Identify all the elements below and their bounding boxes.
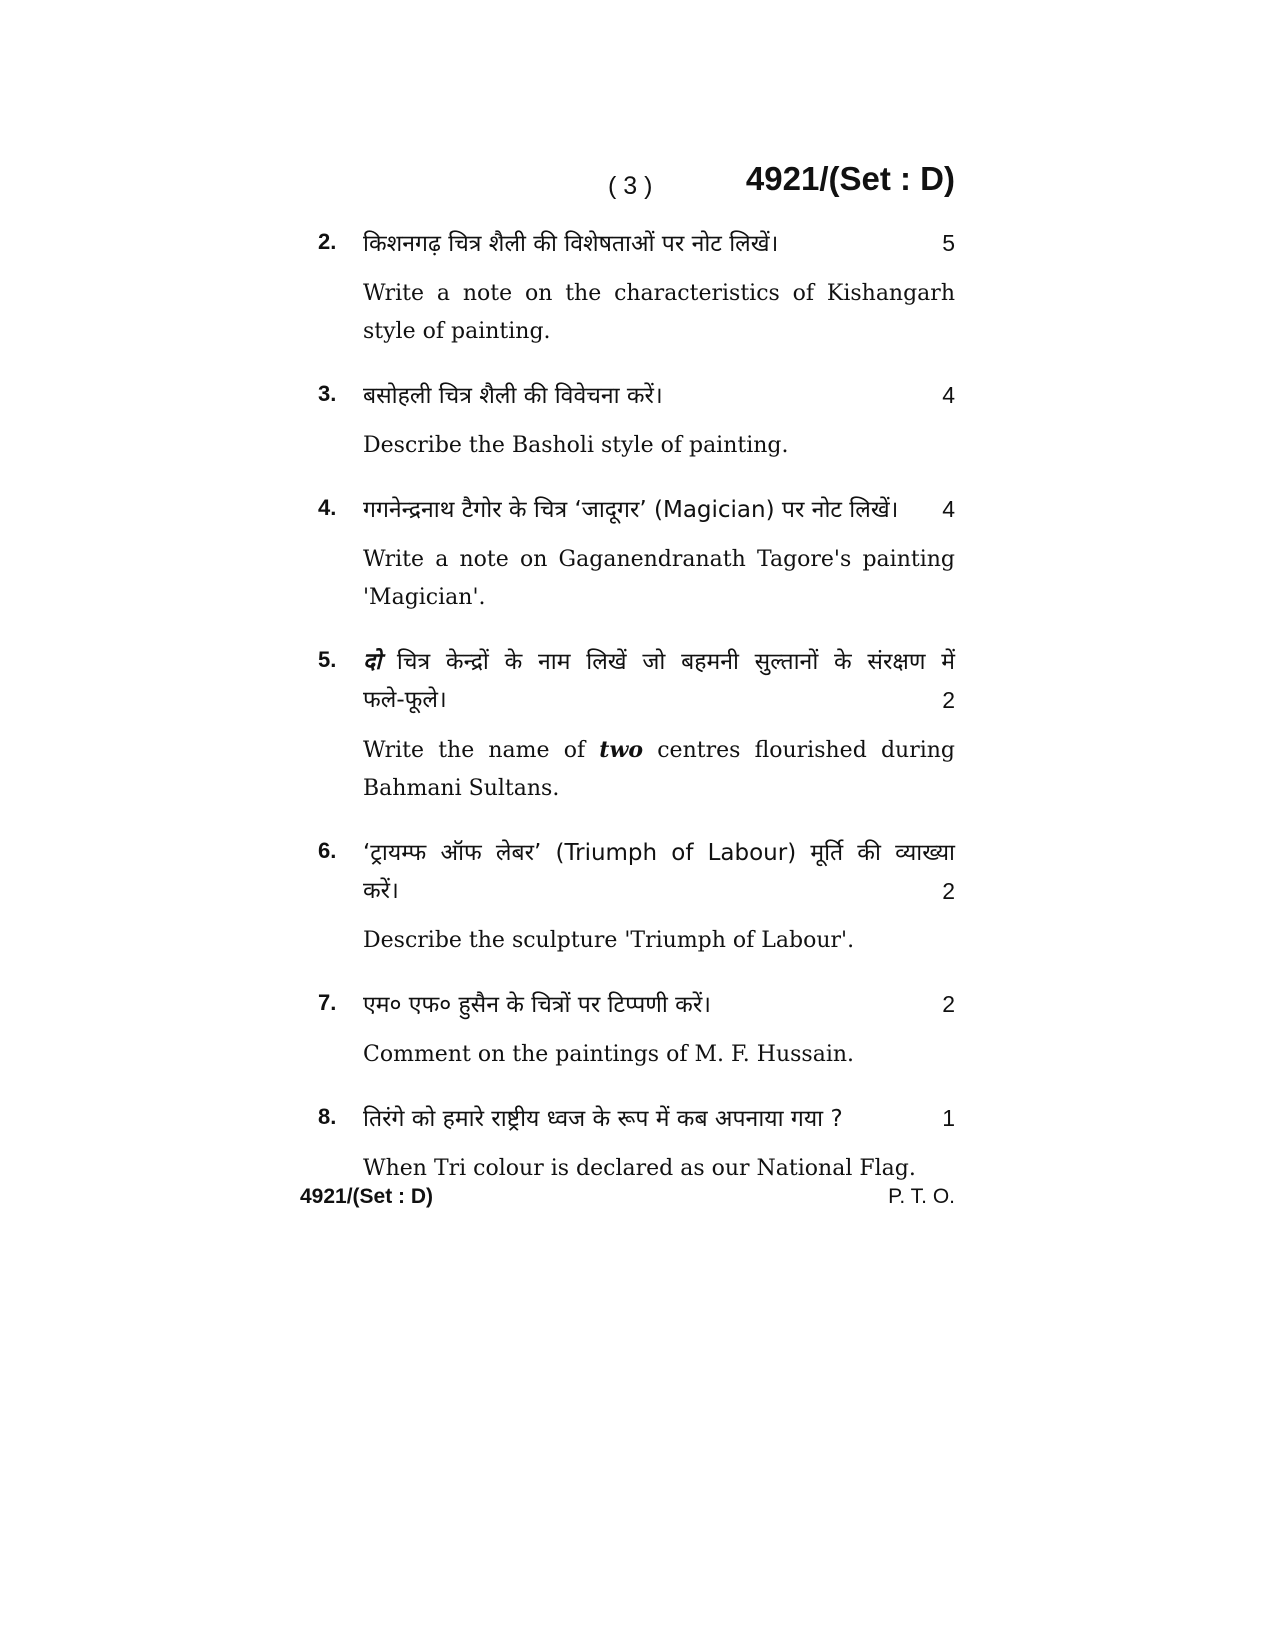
question-hindi: गगनेन्द्रनाथ टैगोर के चित्र ‘जादूगर’ (Magician) पर नोट लिखें। xyxy=(363,497,899,523)
question-english xyxy=(363,731,955,808)
question-8 xyxy=(318,1100,955,1188)
question-marks: 2 xyxy=(942,878,955,904)
footer-paper-code: 4921/(Set : D) xyxy=(300,1185,434,1208)
page-header xyxy=(300,160,955,205)
page-footer xyxy=(300,1185,955,1209)
question-hindi-line2: फले-फूले। xyxy=(363,687,447,713)
question-english: Write a note on the characteristics of Kishangarh style of painting. xyxy=(363,281,955,344)
question-list xyxy=(318,225,955,1214)
paper-code: 4921/(Set : D) xyxy=(745,160,955,197)
question-marks: 5 xyxy=(942,230,955,256)
question-3 xyxy=(318,377,955,465)
question-hindi-rest: चित्र केन्द्रों के नाम लिखें जो बहमनी सुल्तानों के संरक्षण में xyxy=(396,649,956,675)
question-hindi: ‘ट्रायम्फ ऑफ लेबर’ (Triumph of Labour) मूर्ति की व्याख्या xyxy=(363,840,955,866)
question-hindi-emphasis: दो xyxy=(363,649,382,675)
question-number: 4. xyxy=(318,495,337,520)
question-marks: 1 xyxy=(942,1105,955,1131)
question-hindi: एम० एफ० हुसैन के चित्रों पर टिप्पणी करें। xyxy=(363,992,711,1018)
question-marks: 4 xyxy=(942,496,955,522)
page-number: ( 3 ) xyxy=(608,172,653,200)
question-hindi: तिरंगे को हमारे राष्ट्रीय ध्वज के रूप में कब अपनाया गया ? xyxy=(363,1106,843,1132)
question-english-emphasis: two xyxy=(599,737,644,763)
question-number: 5. xyxy=(318,647,337,672)
question-english: Describe the sculpture 'Triumph of Labour'. xyxy=(363,928,855,953)
question-hindi xyxy=(363,643,955,681)
question-number: 3. xyxy=(318,381,337,406)
question-marks: 2 xyxy=(942,991,955,1017)
question-number: 8. xyxy=(318,1104,337,1129)
question-hindi: बसोहली चित्र शैली की विवेचना करें। xyxy=(363,383,663,409)
question-7 xyxy=(318,986,955,1074)
question-number: 2. xyxy=(318,229,337,254)
question-english: Write a note on Gaganendranath Tagore's painting 'Magician'. xyxy=(363,547,955,610)
question-marks: 4 xyxy=(942,382,955,408)
question-english: When Tri colour is declared as our National Flag. xyxy=(363,1156,916,1181)
question-english-after: centres flourished during Bahmani Sultans. xyxy=(363,738,955,801)
question-4 xyxy=(318,491,955,617)
question-hindi-line2: करें। xyxy=(363,878,399,904)
question-number: 7. xyxy=(318,990,337,1015)
question-marks: 2 xyxy=(942,687,955,713)
question-hindi: किशनगढ़ चित्र शैली की विशेषताओं पर नोट लिखें। xyxy=(363,231,779,257)
footer-pto: P. T. O. xyxy=(888,1185,955,1208)
question-number: 6. xyxy=(318,838,337,863)
question-2 xyxy=(318,225,955,351)
question-5 xyxy=(318,643,955,808)
question-english: Comment on the paintings of M. F. Hussain. xyxy=(363,1042,855,1067)
question-english: Describe the Basholi style of painting. xyxy=(363,433,789,458)
question-6 xyxy=(318,834,955,960)
question-english-before: Write the name of xyxy=(363,738,586,763)
